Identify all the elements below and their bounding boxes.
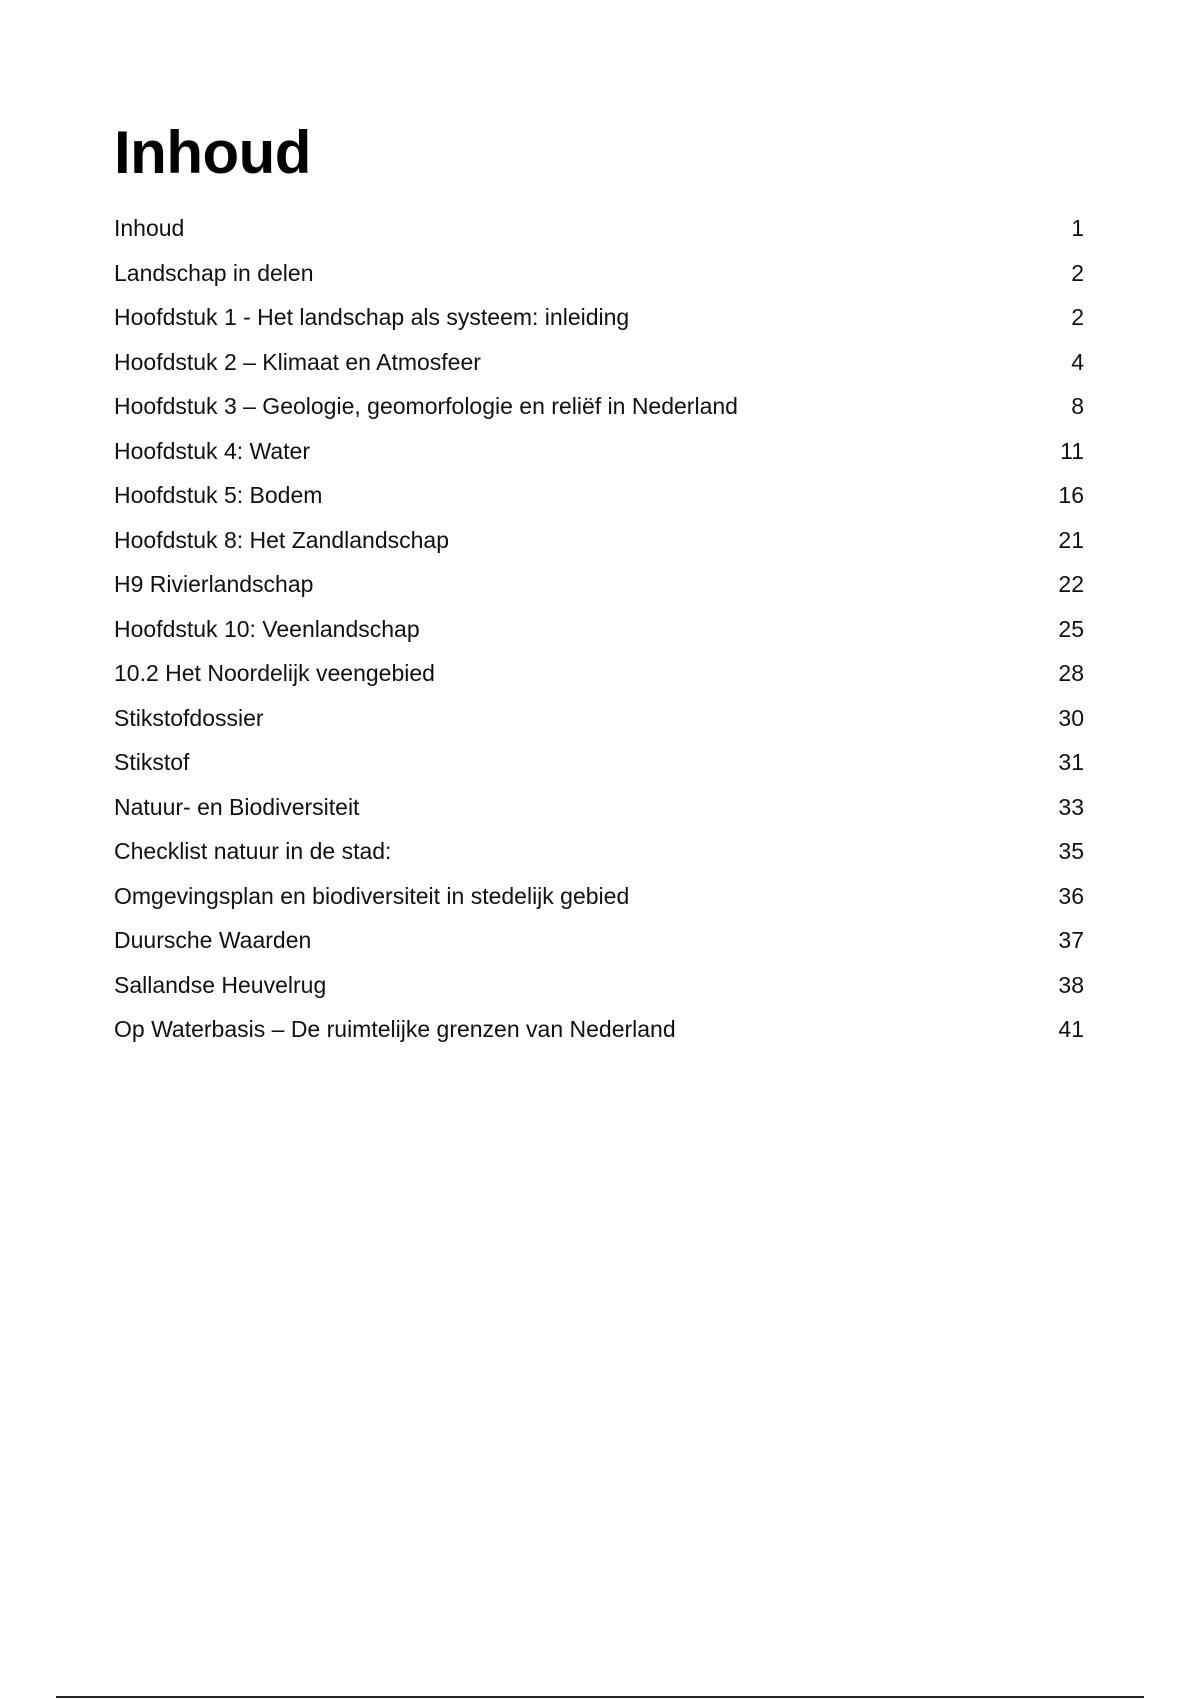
toc-entry[interactable] xyxy=(114,740,1084,785)
toc-entry[interactable] xyxy=(114,473,1084,518)
toc-entry[interactable] xyxy=(114,295,1084,340)
toc-entry[interactable] xyxy=(114,829,1084,874)
toc-entry-label: Stikstof xyxy=(114,749,190,775)
toc-entry-page-number: 11 xyxy=(1060,437,1084,464)
toc-entry-page-number: 4 xyxy=(1071,348,1084,375)
toc-entry-label: Omgevingsplan en biodiversiteit in stedelijk gebied xyxy=(114,882,630,909)
toc-entry-page-number: 33 xyxy=(1058,793,1084,820)
toc-entry-page-number: 31 xyxy=(1058,749,1084,775)
toc-entry-page-number: 38 xyxy=(1058,971,1084,998)
toc-entry[interactable] xyxy=(114,607,1084,652)
toc-entry-label: Hoofdstuk 2 – Klimaat en Atmosfeer xyxy=(114,348,481,375)
toc-entry[interactable] xyxy=(114,696,1084,741)
toc-entry[interactable] xyxy=(114,251,1084,296)
toc-entry-label: Checklist natuur in de stad: xyxy=(114,838,392,864)
toc-entry[interactable] xyxy=(114,1007,1084,1052)
toc-entry-label: Natuur- en Biodiversiteit xyxy=(114,793,360,820)
toc-entry-page-number: 2 xyxy=(1071,259,1084,286)
toc-entry-page-number: 36 xyxy=(1058,882,1084,909)
toc-entry-page-number: 41 xyxy=(1058,1016,1084,1042)
footer-divider xyxy=(56,1696,1144,1698)
toc-entry-page-number: 2 xyxy=(1071,304,1084,330)
toc-entry-label: Stikstofdossier xyxy=(114,704,264,731)
toc-entry[interactable] xyxy=(114,562,1084,607)
toc-entry-label: Hoofdstuk 10: Veenlandschap xyxy=(114,615,420,642)
toc-entry-label: Sallandse Heuvelrug xyxy=(114,971,327,998)
toc-entry-page-number: 35 xyxy=(1058,838,1084,864)
toc-entry-label: Hoofdstuk 5: Bodem xyxy=(114,482,323,508)
toc-entry-page-number: 8 xyxy=(1071,393,1084,419)
toc-entry-page-number: 1 xyxy=(1071,215,1084,241)
toc-entry-label: Hoofdstuk 8: Het Zandlandschap xyxy=(114,526,449,553)
page-title: Inhoud xyxy=(114,119,311,186)
toc-entry[interactable] xyxy=(114,384,1084,429)
toc-entry[interactable] xyxy=(114,918,1084,963)
toc-entry[interactable] xyxy=(114,206,1084,251)
toc-entry[interactable] xyxy=(114,963,1084,1008)
toc-entry-label: Duursche Waarden xyxy=(114,927,312,953)
toc-entry-label: 10.2 Het Noordelijk veengebied xyxy=(114,660,435,686)
toc-entry[interactable] xyxy=(114,785,1084,830)
toc-entry[interactable] xyxy=(114,429,1084,474)
toc-entry-label: Landschap in delen xyxy=(114,259,314,286)
toc-entry-page-number: 22 xyxy=(1058,571,1084,597)
toc-entry-label: Op Waterbasis – De ruimtelijke grenzen van Nederland xyxy=(114,1016,676,1042)
toc-entry-label: Hoofdstuk 3 – Geologie, geomorfologie en reliëf in Nederland xyxy=(114,393,738,419)
toc-entry-page-number: 28 xyxy=(1058,660,1084,686)
toc-entry-label: Hoofdstuk 4: Water xyxy=(114,437,311,464)
toc-entry-page-number: 30 xyxy=(1058,704,1084,731)
toc-entry-label: H9 Rivierlandschap xyxy=(114,571,314,597)
toc-entry-page-number: 21 xyxy=(1058,526,1084,553)
toc-entry-page-number: 25 xyxy=(1058,615,1084,642)
table-of-contents xyxy=(114,206,1084,1052)
toc-entry-page-number: 16 xyxy=(1058,482,1084,508)
toc-entry-page-number: 37 xyxy=(1058,927,1084,953)
toc-entry[interactable] xyxy=(114,651,1084,696)
toc-entry-label: Hoofdstuk 1 - Het landschap als systeem: inleiding xyxy=(114,304,630,330)
toc-entry[interactable] xyxy=(114,874,1084,919)
toc-entry[interactable] xyxy=(114,518,1084,563)
toc-entry[interactable] xyxy=(114,340,1084,385)
toc-entry-label: Inhoud xyxy=(114,215,185,241)
